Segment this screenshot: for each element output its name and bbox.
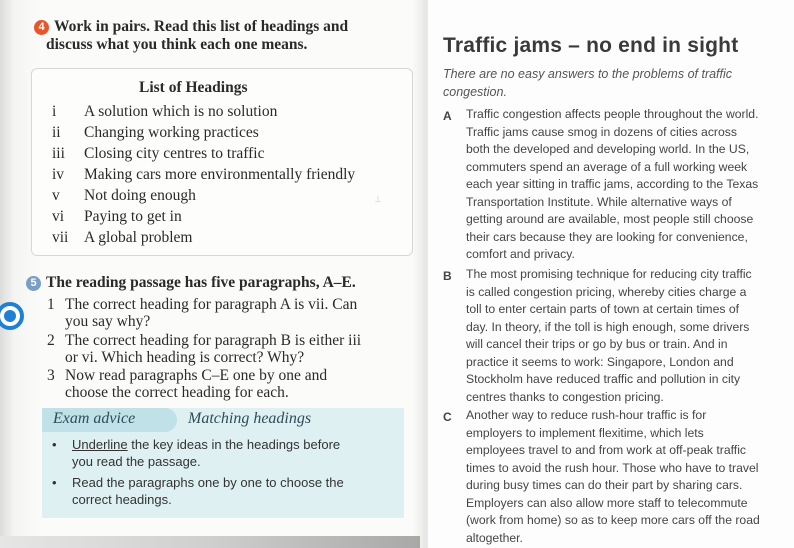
heading-text: A global problem (84, 229, 193, 246)
heading-text: Closing city centres to traffic (84, 145, 265, 162)
heading-numeral: i (52, 103, 57, 120)
paragraph-line: employers to implement flexitime, which lets (466, 425, 704, 440)
article-subtitle (443, 65, 773, 101)
task-4-line-2: discuss what you think each one means. (46, 36, 308, 53)
heading-numeral: iv (52, 166, 65, 183)
heading-text: A solution which is no solution (84, 103, 278, 120)
heading-numeral: v (52, 187, 60, 204)
subtitle-line: congestion. (443, 85, 507, 99)
question-number: 1 (47, 296, 55, 313)
paragraph-line: getting around are available, most people still choose (466, 212, 754, 226)
task-4-instruction (34, 18, 348, 54)
question-line: The correct heading for paragraph B is either iii (65, 332, 362, 349)
heading-numeral: iii (52, 145, 65, 162)
subtitle-line: There are no easy answers to the problems of traffic (443, 67, 733, 81)
heading-text: Making cars more environmentally friendly (84, 166, 356, 183)
headings-box-title: List of Headings (139, 79, 248, 96)
exam-advice-panel (42, 408, 404, 518)
advice-text: the key ideas in the headings before (127, 437, 341, 452)
paragraph-letter: A (443, 109, 452, 123)
paragraph-line: day. In theory, if the toll is high enough, some drivers (466, 319, 750, 334)
paragraph-line: will cancel their trips or go by bus or train. And in (466, 337, 728, 351)
heading-numeral: ii (52, 124, 61, 141)
paragraph-line: employees travel to and from work at off-peak traffic (466, 443, 746, 457)
task-4-number-badge: 4 (34, 20, 49, 35)
question-line: The correct heading for paragraph A is vii. Can (65, 296, 358, 313)
paragraph-line: (work from home) so as to keep more cars off the road (466, 513, 760, 527)
paragraph-a (466, 106, 792, 264)
question-line: or vi. Which heading is correct? Why? (65, 349, 305, 366)
paragraph-letter: B (443, 269, 452, 283)
paragraph-line: is called congestion pricing, whereby cities charge a (466, 284, 747, 299)
paragraph-line: Traffic jams cause smog in dozens of cities across (466, 124, 737, 139)
question-line: you say why? (65, 313, 151, 330)
paragraph-line: Employers can also allow more staff to telecommute (466, 495, 748, 510)
article-title: Traffic jams – no end in sight (443, 34, 739, 57)
paragraph-letter: C (443, 410, 452, 424)
exam-advice-label: Exam advice (53, 410, 136, 427)
paragraph-line: toll to enter certain parts of town at certain times of (466, 302, 739, 316)
exam-advice-tab (42, 408, 177, 432)
bullet-dot-icon: • (52, 437, 57, 452)
paragraph-line: practice it seems to work: Singapore, London and (466, 354, 734, 369)
paragraph-line: times to avoid the rush hour. Those who have to travel (466, 460, 759, 475)
task-4-line-1: Work in pairs. Read this list of headings and (54, 18, 349, 35)
advice-text: Read the paragraphs one by one to choose the (72, 475, 344, 490)
paragraph-line: during busy times can do their part by sharing cars. (466, 478, 743, 492)
advice-underlined-word: Underline (72, 437, 128, 452)
paragraph-c (466, 407, 792, 547)
list-of-headings-box (31, 68, 413, 256)
heading-numeral: vi (52, 208, 65, 225)
heading-text: Paying to get in (84, 208, 182, 225)
advice-text: you read the passage. (72, 454, 201, 469)
paragraph-line: both the developed and developing world. In the US, (466, 142, 750, 156)
heading-text: Changing working practices (84, 124, 259, 141)
task-5-title: The reading passage has five paragraphs, A–E. (46, 274, 356, 291)
question-number: 2 (47, 332, 55, 349)
paragraph-line: centres thanks to congestion pricing. (466, 389, 664, 404)
heading-text: Not doing enough (84, 187, 196, 204)
paragraph-line: Stockholm have reduced traffic and pollution in city (466, 372, 741, 386)
heading-numeral: vii (52, 229, 69, 246)
paragraph-line: each year sitting in traffic jams, according to the Texas (466, 177, 759, 191)
paragraph-b (466, 266, 792, 406)
paragraph-line: Another way to reduce rush-hour traffic is for (466, 408, 707, 422)
task-5-number-badge: 5 (26, 276, 41, 291)
paragraph-line: Traffic congestion affects people throughout the world. (466, 107, 759, 121)
paragraph-line: comfort and privacy. (466, 247, 575, 261)
paragraph-line: their cars because they are looking for convenience, (466, 229, 748, 244)
question-line: choose the correct heading for each. (65, 384, 289, 401)
task-5-instruction (26, 274, 356, 292)
paragraph-line: commuters spend an average of a full working week (466, 159, 748, 174)
pencil-mark-icon: ⟂ (375, 194, 382, 204)
paragraph-line: The most promising technique for reducing city traffic (466, 267, 752, 281)
question-line: Now read paragraphs C–E one by one and (65, 367, 328, 384)
advice-text: correct headings. (72, 492, 172, 507)
bullet-dot-icon: • (52, 475, 57, 490)
question-number: 3 (47, 367, 55, 384)
exam-advice-title: Matching headings (188, 410, 312, 427)
paragraph-line: Transportation Institute. While alternative ways of (466, 194, 732, 209)
paragraph-line: altogether. (466, 530, 523, 545)
page-bottom-strip (0, 536, 420, 548)
